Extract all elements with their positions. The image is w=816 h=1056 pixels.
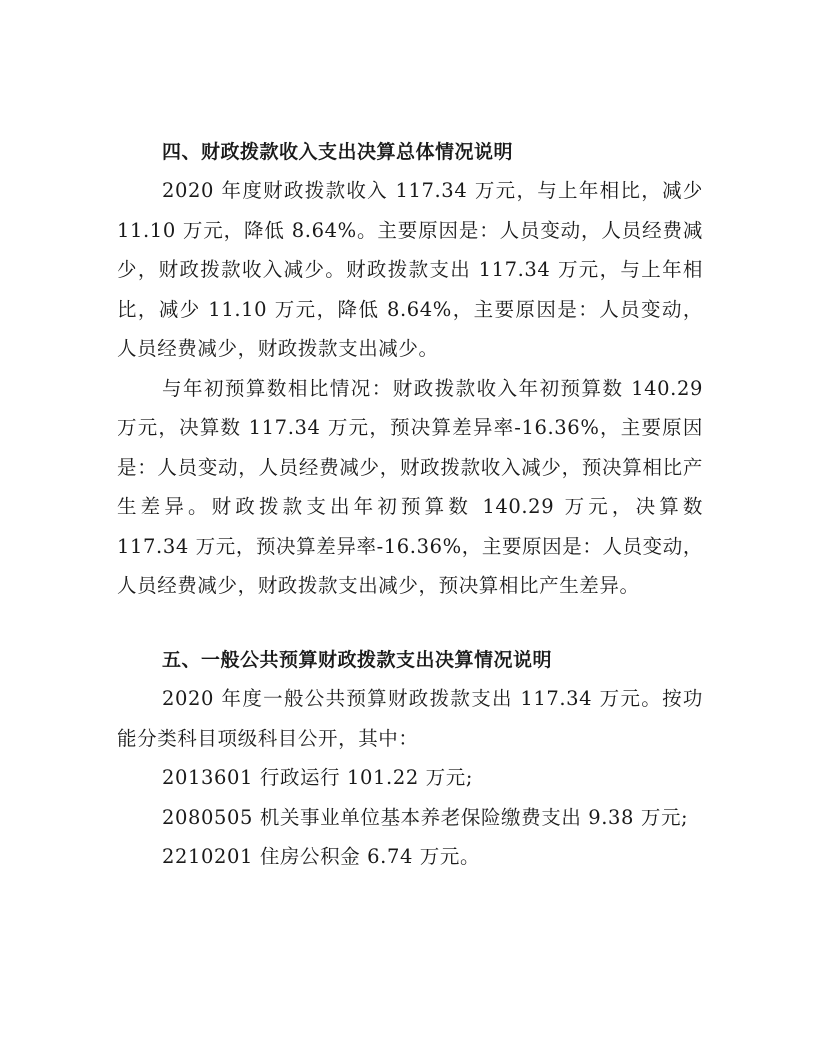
section-heading: 四、财政拨款收入支出决算总体情况说明 xyxy=(162,141,514,163)
section-financial-appropriation-overview xyxy=(117,133,703,606)
paragraph-expenditure-intro: 2020 年度一般公共预算财政拨款支出 117.34 万元。按功能分类科目项级科目公开，其中： xyxy=(117,687,703,750)
list-item: 2210201 住房公积金 6.74 万元。 xyxy=(162,845,481,868)
list-item: 2080505 机关事业单位基本养老保险缴费支出 9.38 万元; xyxy=(162,805,689,829)
paragraph-budget-comparison: 与年初预算数相比情况：财政拨款收入年初预算数 140.29 万元，决算数 117.34 万元，预决算差异率-16.36%，主要原因是：人员变动，人员经费减少，财政拨款收入减少，预决算相比产生差异。财政拨款支出年初预算数 140.29 万元，决算数 117.34 万元，预决算差异率-16.36%，主要原因是：人员变动，人员经费减少，财政拨款支出减少，预决算相比产生差异。 xyxy=(117,376,703,597)
section-general-public-budget-expenditure xyxy=(117,641,703,877)
paragraph-year-comparison: 2020 年度财政拨款收入 117.34 万元，与上年相比，减少 11.10 万元，降低 8.64%。主要原因是：人员变动，人员经费减少，财政拨款收入减少。财政拨款支出 117.34 万元，与上年相比，减少 11.10 万元，降低 8.64%，主要原因是：人员变动，人员经费减少，财政拨款支出减少。 xyxy=(117,179,703,360)
section-heading: 五、一般公共预算财政拨款支出决算情况说明 xyxy=(162,649,553,671)
list-item: 2013601 行政运行 101.22 万元; xyxy=(162,766,474,789)
